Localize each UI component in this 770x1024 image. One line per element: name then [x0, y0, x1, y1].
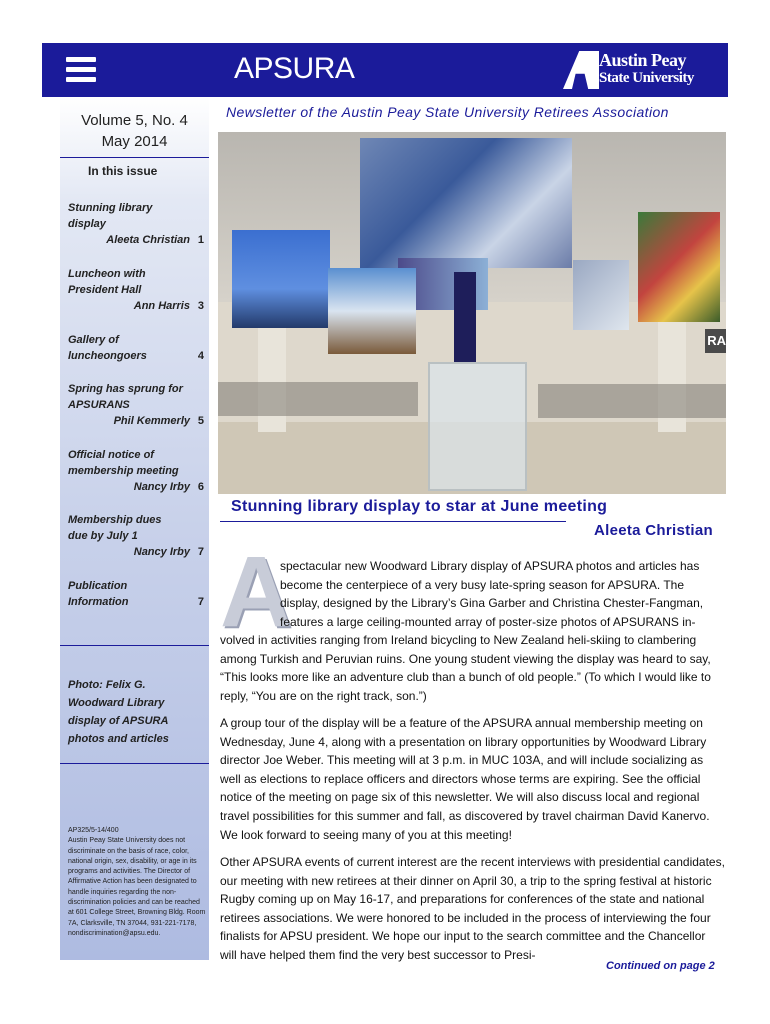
toc-author: Nancy Irby	[133, 481, 190, 493]
toc-author: Phil Kemmerly	[113, 415, 190, 427]
nondiscrimination-notice	[68, 826, 206, 939]
toc-title: Membership dues due by July 1	[68, 514, 162, 542]
toc-item[interactable]	[68, 200, 208, 248]
toc-item[interactable]	[68, 578, 208, 610]
toc-author: Nancy Irby	[133, 546, 190, 558]
toc-title: Stunning library display	[68, 202, 153, 230]
toc-page: 7	[197, 546, 204, 558]
toc-title: Publication Information	[68, 580, 129, 608]
article-byline: Aleeta Christian	[594, 522, 713, 539]
volume-number: Volume 5, No. 4	[81, 112, 188, 129]
toc-page: 7	[197, 596, 204, 608]
toc-item[interactable]	[68, 266, 208, 314]
library-display-photo	[218, 132, 726, 494]
logo-line1: Austin Peay	[599, 50, 687, 70]
article-paragraph: volved in activities ranging from Ireland bicycling to New Zealand heli-skiing to clambering among Turkish and Peruvian ruins. One young student viewing the display was heard to say, “This looks more like an adventure club than a bunch of old people.” (To which I would like to reply, “You are on the right track, son.”)	[220, 633, 711, 703]
toc-page: 5	[197, 415, 204, 427]
toc-page: 4	[197, 350, 204, 362]
newsletter-title: APSURA	[234, 52, 355, 85]
issue-date: May 2014	[101, 133, 168, 150]
toc-author: Aleeta Christian	[106, 234, 190, 246]
toc-page: 6	[197, 481, 204, 493]
headline-underline	[220, 521, 566, 522]
divider	[60, 645, 209, 646]
in-this-issue-heading: In this issue	[88, 164, 158, 178]
toc-title: Gallery of luncheongoers	[68, 334, 147, 362]
toc-author: Ann Harris	[133, 300, 190, 312]
toc-title: Spring has sprung for APSURANS	[68, 383, 183, 411]
logo-line2: State University	[599, 70, 694, 86]
toc-item[interactable]	[68, 332, 208, 364]
apsu-logo	[563, 49, 703, 91]
hamburger-menu-icon[interactable]	[66, 57, 96, 83]
issue-volume	[60, 110, 209, 152]
notice-text: Austin Peay State University does not discriminate on the basis of race, color, national origin, sex, disability, or age in its programs and activities. The Director of Affirmative Action has been designated to handle inquiries regarding the non-discrimination policies and can be reached at 601 College Street, Browning Bldg. Room 7A, Clarksville, TN 37044, 931-221-7178, nondiscrimination@apsu.edu.	[68, 837, 206, 937]
publication-code: AP325/5-14/400	[68, 827, 119, 834]
toc-page: 1	[197, 234, 204, 246]
divider	[60, 157, 209, 158]
toc-page: 3	[197, 300, 204, 312]
article-paragraph: spectacular new Woodward Library display of APSURA photos and articles has become the centerpiece of a very busy late-spring season for APSURA. The display, designed by the Library’s Gina Garber and Christina Chester-Fangman, features a large ceiling-mounted array of poster-size photos of APSURANS in-	[280, 559, 704, 629]
article-headline: Stunning library display to star at June meeting	[231, 498, 608, 515]
toc-item[interactable]	[68, 447, 208, 495]
photo-sign: RA	[705, 329, 726, 353]
drop-cap: A	[220, 536, 293, 648]
apsu-logo-mark-icon	[563, 51, 599, 89]
toc-title: Luncheon with President Hall	[68, 268, 146, 296]
newsletter-tagline: Newsletter of the Austin Peay State University Retirees Association	[226, 104, 669, 120]
article-paragraph: A group tour of the display will be a feature of the APSURA annual membership meeting on Wednesday, June 4, along with a presentation on library opportunities by Woodward Library director Joe Weber. This meeting will at 3 p.m. in MUC 103A, and will include socializing as well as elections to replace officers and directors whose terms are expiring. See the official notice of the meeting on page six of this newsletter. We will also discuss local and regional travel possibilities for this summer and fall, as discovered by travel chairman David Kanervo. We look forward to seeing many of you at this meeting!	[220, 716, 710, 842]
divider	[60, 763, 209, 764]
toc-item[interactable]	[68, 381, 208, 429]
toc-item[interactable]	[68, 512, 208, 560]
continued-link[interactable]: Continued on page 2	[606, 960, 715, 972]
photo-caption: Photo: Felix G. Woodward Library display of APSURA photos and articles	[68, 679, 169, 745]
toc-title: Official notice of membership meeting	[68, 449, 179, 477]
article-paragraph: Other APSURA events of current interest are the recent interviews with presidential candidates, our meeting with new retirees at their dinner on April 30, a trip to the spring festival at historic Rugby coming up on May 16-17, and preparations for conferences of the state and national retirees associations. We were honored to be included in the process of interviewing the four finalists for APSU president. We hope our input to the search committee and the Chancellor will have helped them find the very best successor to Presi-	[220, 855, 725, 962]
